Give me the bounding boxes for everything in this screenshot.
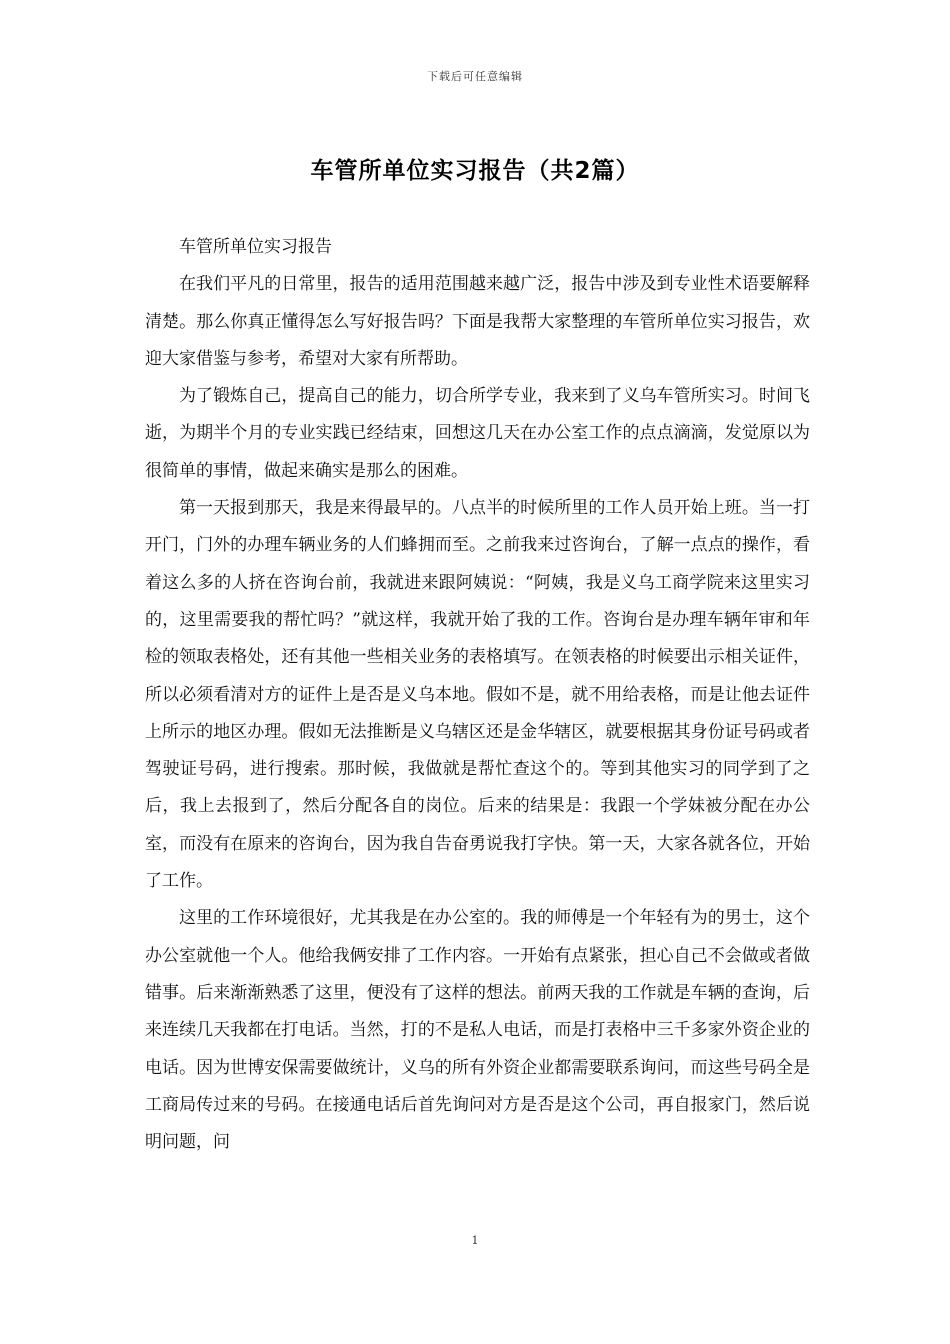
body-paragraph: 这里的工作环境很好，尤其我是在办公室的。我的师傅是一个年轻有为的男士，这个办公室就他一个人。他给我俩安排了工作内容。一开始有点紧张，担心自己不会做或者做错事。后来渐渐熟悉了这里，便没有了这样的想法。前两天我的工作就是车辆的查询，后来连续几天我都在打电话。当然，打的不是私人电话，而是打表格中三千多家外资企业的电话。因为世博安保需要做统计，义乌的所有外资企业都需要联系询问，而这些号码全是工商局传过来的号码。在接通电话后首先询问对方是否是这个公司，再自报家门，然后说明问题，问 [145, 908, 810, 1153]
body-paragraph: 第一天报到那天，我是来得最早的。八点半的时候所里的工作人员开始上班。当一打开门，门外的办理车辆业务的人们蜂拥而至。之前我来过咨询台，了解一点点的操作，看着这么多的人挤在咨询台前，我就进来跟阿姨说：“阿姨，我是义乌工商学院来这里实习的，这里需要我的帮忙吗？”就这样，我就开始了我的工作。咨询台是办理车辆年审和年检的领取表格处，还有其他一些相关业务的表格填写。在领表格的时候要出示相关证件，所以必须看清对方的证件上是否是义乌本地。假如不是，就不用给表格，而是让他去证件上所示的地区办理。假如无法推断是义乌辖区还是金华辖区，就要根据其身份证号码或者驾驶证号码，进行搜索。那时候，我做就是帮忙查这个的。等到其他实习的同学到了之后，我上去报到了，然后分配各自的岗位。后来的结果是：我跟一个学妹被分配在办公室，而没有在原来的咨询台，因为我自告奋勇说我打字快。第一天，大家各就各位，开始了工作。 [145, 498, 810, 892]
body-paragraph: 在我们平凡的日常里，报告的适用范围越来越广泛，报告中涉及到专业性术语要解释清楚。那么你真正懂得怎么写好报告吗？下面是我帮大家整理的车管所单位实习报告，欢迎大家借鉴与参考，希望对大家有所帮助。 [145, 274, 810, 369]
body-paragraph: 为了锻炼自己，提高自己的能力，切合所学专业，我来到了义乌车管所实习。时间飞逝，为期半个月的专业实践已经结束，回想这几天在办公室工作的点点滴滴，发觉原以为很简单的事情，做起来确实是那么的困难。 [145, 386, 810, 481]
page-header-note: 下载后可任意编辑 [427, 70, 523, 83]
page-number: 1 [471, 1234, 479, 1247]
document-body [145, 229, 810, 1161]
document-title: 车管所单位实习报告（共2篇） [310, 158, 640, 184]
section-heading: 车管所单位实习报告 [179, 237, 332, 257]
